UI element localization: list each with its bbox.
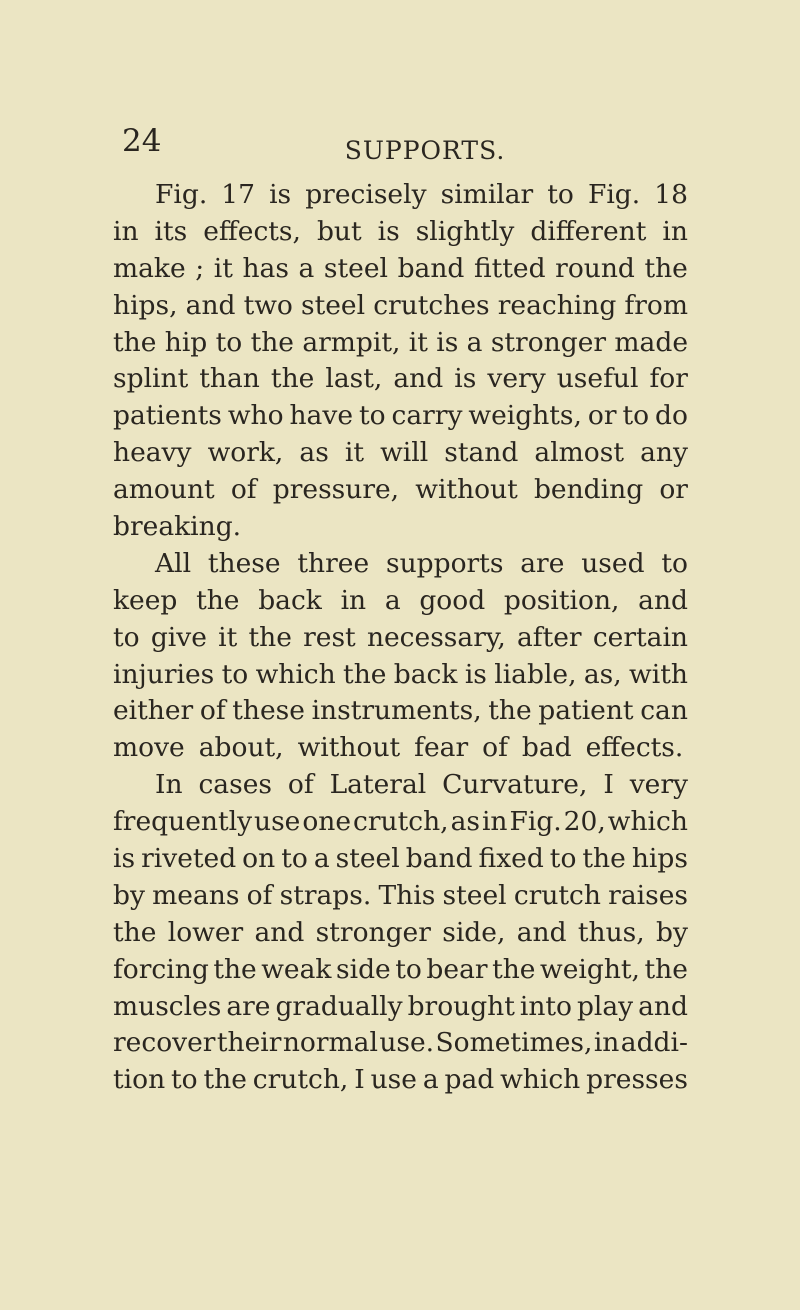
text-line: Fig. 17 is precisely similar to Fig. 18: [155, 179, 688, 210]
text-line: is riveted on to a steel band fixed to the hips: [113, 843, 688, 875]
text-line: recover their normal use. Sometimes, in addi-: [113, 1027, 688, 1059]
text-line: muscles are gradually brought into play and: [113, 990, 688, 1022]
text-line: move about, without fear of bad effects.: [113, 732, 684, 764]
text-line: hips, and two steel crutches reaching from: [113, 289, 688, 321]
text-line: by means of straps. This steel crutch raises: [113, 879, 688, 911]
text-line: heavy work, as it will stand almost any: [113, 437, 688, 469]
text-line: breaking.: [113, 511, 242, 543]
text-line: the hip to the armpit, it is a stronger made: [113, 326, 688, 358]
text-line: the lower and stronger side, and thus, by: [113, 916, 688, 948]
text-line: make ; it has a steel band fitted round the: [113, 252, 688, 284]
text-line: forcing the weak side to bear the weight, the: [113, 953, 688, 985]
body-text: [113, 177, 688, 1099]
text-line: All these three supports are used to: [155, 547, 688, 579]
text-line: in its effects, but is slightly different in: [113, 215, 688, 247]
text-line: patients who have to carry weights, or to do: [113, 400, 688, 432]
text-line: injuries to which the back is liable, as, with: [113, 658, 688, 690]
text-line: In cases of Lateral Curvature, I very: [155, 769, 688, 801]
text-line: to give it the rest necessary, after certain: [113, 621, 688, 653]
text-line: amount of pressure, without bending or: [113, 474, 688, 506]
text-line: tion to the crutch, I use a pad which presses: [113, 1064, 688, 1096]
text-line: keep the back in a good position, and: [113, 584, 688, 616]
running-title: SUPPORTS.: [344, 136, 506, 165]
text-line: splint than the last, and is very useful for: [113, 363, 688, 395]
page-number: 24: [122, 123, 162, 159]
text-line: frequently use one crutch, as in Fig. 20, which: [113, 806, 688, 838]
text-line: either of these instruments, the patient can: [113, 695, 688, 727]
